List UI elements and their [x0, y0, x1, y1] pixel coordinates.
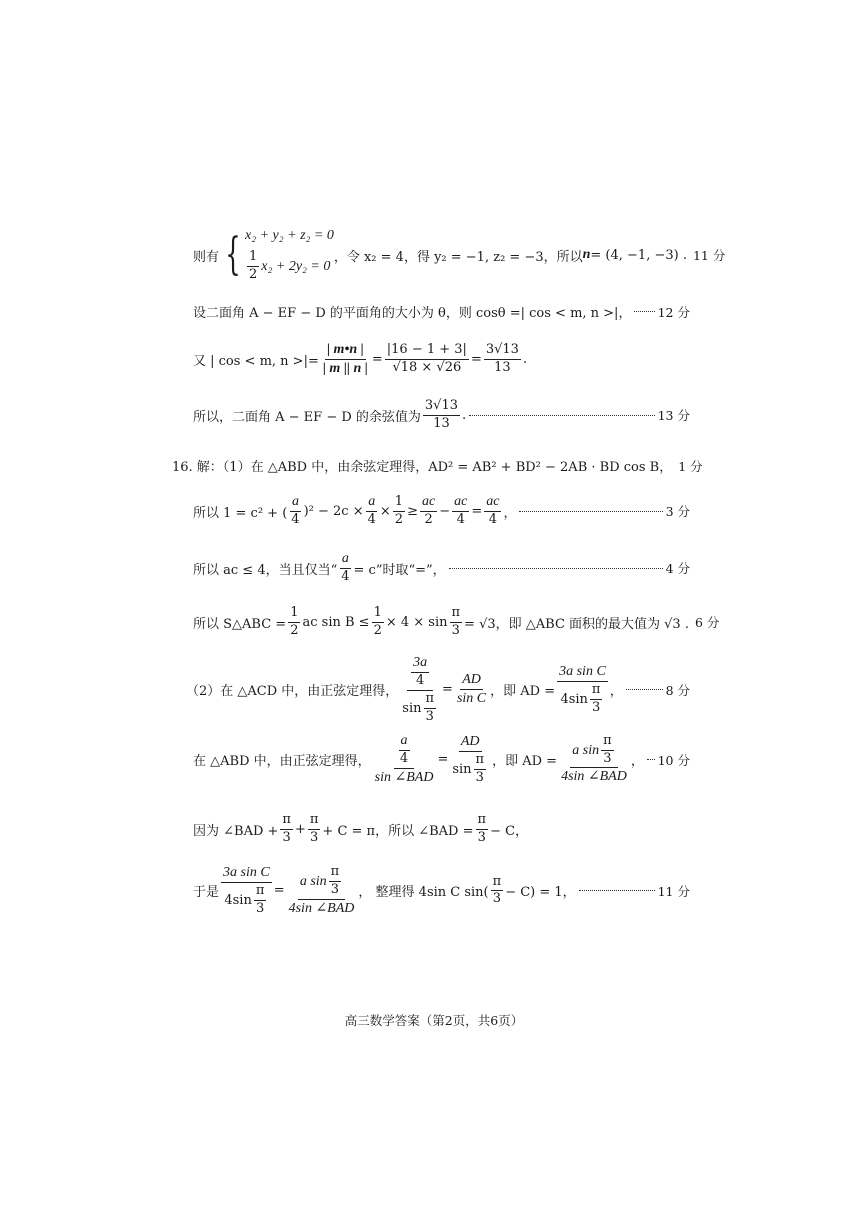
line-text: 16. 解：（1）在 △ABD 中，由余弦定理得，AD² = AB² + BD² − 2AB · BD cos B， [172, 460, 673, 475]
dot-leader [634, 311, 654, 312]
fraction: $\frac{ac}{4}$ [454, 494, 468, 528]
solution-line-equality-condition: 所以 ac ≤ 4，当且仅当“ $\frac{a}{4}$ = c”时取“=”， 4 分 [193, 551, 690, 585]
fraction: $\frac{a}{4}$ [367, 494, 376, 528]
dot-leader [626, 689, 663, 690]
fraction: $\frac{AD}{\text{sin C}}$ [456, 672, 487, 707]
fraction-dot-product: $\frac{| m•n |}{| m || n |}$ [322, 342, 368, 377]
fraction: $\frac{\pi}{3}$ [477, 812, 487, 845]
score-label: 12 分 [657, 304, 690, 320]
line-prefix: 所以，二面角 A − EF − D 的余弦值为 [193, 409, 421, 425]
score-label: 11 分 [692, 248, 726, 264]
compound-fraction: a sin $\frac{\pi}{3}$ 4sin ∠BAD [561, 732, 627, 785]
line-prefix: 又 | cos < m, n >|= [193, 354, 319, 370]
compound-fraction: a sin $\frac{\pi}{3}$ 4sin ∠BAD [288, 864, 355, 916]
dot-leader [579, 890, 655, 891]
score-label: 11 分 [657, 883, 690, 899]
fraction: $\frac{ac}{2}$ [421, 494, 436, 528]
fraction: $\frac{1}{2}$ [394, 493, 404, 527]
fraction-result: $\frac{3√13}{13}$ [485, 342, 519, 376]
fraction: $\frac{\pi}{3}$ [451, 605, 461, 638]
fraction: $\frac{a}{4}$ [341, 551, 350, 585]
solution-line-conclusion: 所以，二面角 A − EF − D 的余弦值为 $\frac{3√13}{13}$ . 13 分 [193, 398, 690, 431]
fraction: $\frac{1}{2}$ [373, 605, 382, 638]
compound-fraction: $\frac{3a}{4}$ sin $\frac{\pi}{3}$ [402, 655, 435, 724]
fraction-result: $\frac{3√13}{13}$ [424, 398, 459, 431]
solution-line-cosine-value: 又 | cos < m, n >|= $\frac{| m•n |}{| m || n |}$ = $\frac{|16 - 1 + 3|}{√18 \times √26}$ = $\frac{3√13}{13}$ . [193, 342, 528, 377]
brace-icon: { [225, 229, 241, 281]
compound-fraction: 3a sin C 4sin $\frac{\pi}{3}$ [223, 865, 270, 917]
score-label: 4 分 [665, 561, 690, 577]
fraction: $\frac{ac}{4}$ [486, 494, 500, 528]
line-middle: ，令 x₂ = 4，得 y₂ = −1, z₂ = −3，所以 [333, 249, 583, 265]
solution-line-normal-vector [193, 228, 726, 283]
equation-system [219, 228, 334, 283]
dot-leader [449, 568, 663, 569]
vector-value: = (4, −1, −3) . [590, 247, 687, 263]
line-prefix: 则有 [193, 249, 220, 265]
fraction-numeric: $\frac{|16 - 1 + 3|}{√18 \times √26}$ [386, 342, 467, 376]
fraction: $\frac{\pi}{3}$ [492, 873, 502, 907]
score-label: 8 分 [665, 682, 690, 698]
compound-fraction: AD sin $\frac{\pi}{3}$ [452, 733, 485, 785]
dot-leader [647, 759, 655, 760]
solution-line-simplify: 于是 3a sin C 4sin $\frac{\pi}{3}$ = a sin $\frac{\pi}{3}$ 4sin ∠BAD ， 整理得 4sin C sin( $\frac{\pi}{3}$ − C) = 1， 11 分 [193, 864, 690, 917]
score-label: 1 分 [678, 458, 703, 474]
solution-line-inequality: 所以 1 = c² + ( $\frac{a}{4}$ )² − 2c × $\frac{a}{4}$ × $\frac{1}{2}$ ≥ $\frac{ac}{2}$ − $\frac{ac}{4}$ = $\frac{ac}{4}$ ， 3 分 [193, 493, 690, 528]
fraction: $\frac{a}{4}$ [291, 494, 300, 528]
score-label: 3 分 [665, 504, 690, 520]
solution-line-angle-sum: 因为 ∠BAD + $\frac{\pi}{3}$ + $\frac{\pi}{3}$ + C = π，所以 ∠BAD = $\frac{\pi}{3}$ − C， [193, 812, 529, 845]
solution-line-law-of-sines-acd: （2）在 △ACD 中，由正弦定理得， $\frac{3a}{4}$ sin $\frac{\pi}{3}$ = $\frac{AD}{\text{sin C}}$ ，即 AD = 3a sin C 4sin $\frac{\pi}{3}$ ， 8 分 [186, 655, 690, 724]
compound-fraction: 3a sin C 4sin $\frac{\pi}{3}$ [559, 663, 606, 715]
dot-leader [519, 511, 662, 512]
compound-fraction: $\frac{\frac{a}{4}}{\text{sin ∠BAD}}$ [374, 733, 434, 786]
score-label: 10 分 [657, 752, 690, 768]
solution-line-max-area: 所以 S△ABC = $\frac{1}{2}$ ac sin B ≤ $\frac{1}{2}$ × 4 × sin $\frac{\pi}{3}$ = √3，即 △ABC 面积的最大值为 √3 . 6 分 [193, 605, 720, 638]
score-label: 6 分 [694, 615, 720, 631]
problem-16-header [172, 456, 703, 475]
solution-line-law-of-sines-abd: 在 △ABD 中，由正弦定理得， $\frac{\frac{a}{4}}{\text{sin ∠BAD}}$ = AD sin $\frac{\pi}{3}$ ，即 AD = a sin $\frac{\pi}{3}$ 4sin ∠BAD ， 10 分 [193, 732, 690, 786]
page-footer: 高三数学答案（第2页，共6页） [344, 1013, 524, 1028]
fraction: $\frac{1}{2}$ [290, 605, 299, 638]
vector-n: n [582, 247, 591, 263]
solution-line-dihedral-angle [193, 302, 690, 321]
fraction: $\frac{\pi}{3}$ [282, 812, 291, 845]
fraction: $\frac{\pi}{3}$ [309, 812, 319, 845]
score-label: 13 分 [657, 408, 690, 424]
dot-leader [469, 415, 654, 416]
fraction-half: $\frac{1}{2}$ [249, 249, 258, 282]
equation-2: $\frac{1}{2}$ x₂ + 2y₂ = 0 [249, 249, 331, 282]
equation-1: x₂ + y₂ + z₂ = 0 [245, 228, 334, 243]
line-text: 设二面角 A − EF − D 的平面角的大小为 θ，则 cosθ =| cos < m, n >|， [193, 306, 632, 321]
